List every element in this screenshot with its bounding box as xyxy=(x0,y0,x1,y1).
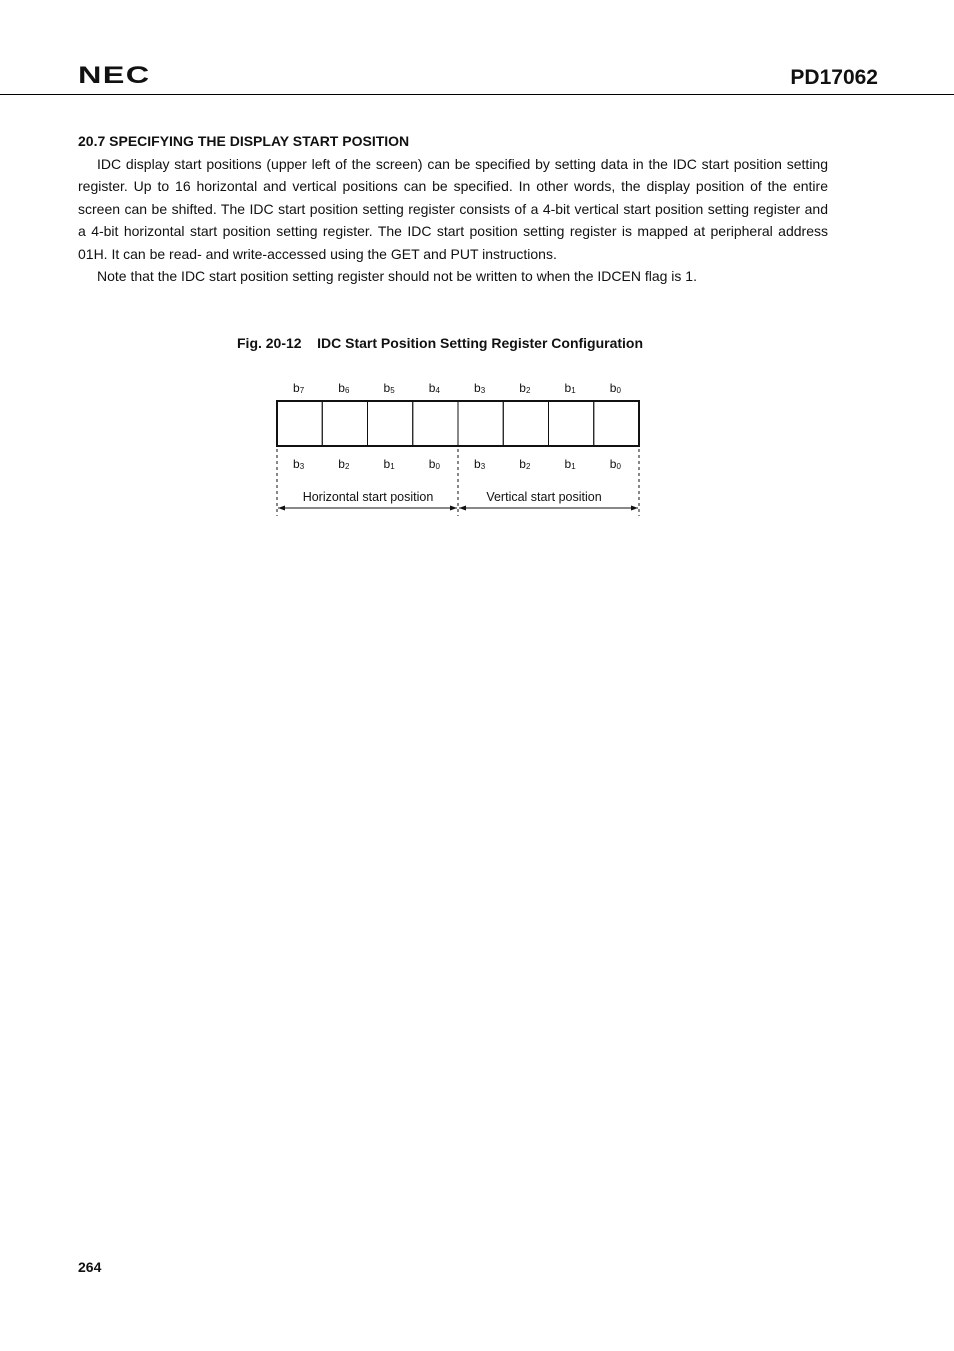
top-bit-label: b7 xyxy=(293,381,305,395)
top-bit-label: b0 xyxy=(609,381,621,395)
nec-logo: NEC xyxy=(78,62,151,89)
register-cell xyxy=(503,401,548,446)
top-bit-label: b3 xyxy=(474,381,486,395)
bottom-bit-label: b1 xyxy=(383,457,395,471)
register-cell xyxy=(594,401,639,446)
top-bit-label: b4 xyxy=(428,381,440,395)
vertical-field-label: Vertical start position xyxy=(486,490,602,504)
page-number: 264 xyxy=(78,1259,102,1275)
top-bit-label: b1 xyxy=(564,381,576,395)
bottom-bit-label: b2 xyxy=(338,457,350,471)
register-diagram xyxy=(0,0,954,560)
top-bit-labels xyxy=(293,381,621,395)
paragraph: Note that the IDC start position setting register should not be written to when the IDCEN flag is 1. xyxy=(97,268,697,285)
document-title: PD17062 xyxy=(790,66,878,89)
bottom-bit-label: b3 xyxy=(474,457,486,471)
register-cell xyxy=(277,401,322,446)
register-cell xyxy=(549,401,594,446)
horizontal-field-label: Horizontal start position xyxy=(302,490,434,504)
top-bit-label: b2 xyxy=(519,381,531,395)
section-heading: 20.7 SPECIFYING THE DISPLAY START POSITION xyxy=(78,133,410,149)
paragraph: IDC display start positions (upper left of the screen) can be specified by setting data in the IDC start position setting register. Up to 16 horizontal and vertical positions can be specified. In other words, the display position of the entire screen can be shifted. The IDC start position setting register consists of a 4-bit vertical start position setting register and a 4-bit horizontal start position setting register. The IDC start position setting register is mapped at peripheral address 01H. It can be read- and write-accessed using the GET and PUT instructions. xyxy=(78,156,828,262)
register-cells xyxy=(277,401,639,446)
top-bit-label: b5 xyxy=(383,381,395,395)
bottom-bit-label: b0 xyxy=(609,457,621,471)
register-cell xyxy=(368,401,413,446)
register-cell xyxy=(458,401,503,446)
bottom-bit-labels xyxy=(293,457,621,471)
bottom-bit-label: b3 xyxy=(293,457,305,471)
bottom-bit-label: b1 xyxy=(564,457,576,471)
register-cell xyxy=(322,401,367,446)
bottom-bit-label: b0 xyxy=(428,457,440,471)
bottom-bit-label: b2 xyxy=(519,457,531,471)
register-cell xyxy=(413,401,458,446)
top-bit-label: b6 xyxy=(338,381,350,395)
figure-caption: Fig. 20-12 IDC Start Position Setting Register Configuration xyxy=(237,335,644,351)
